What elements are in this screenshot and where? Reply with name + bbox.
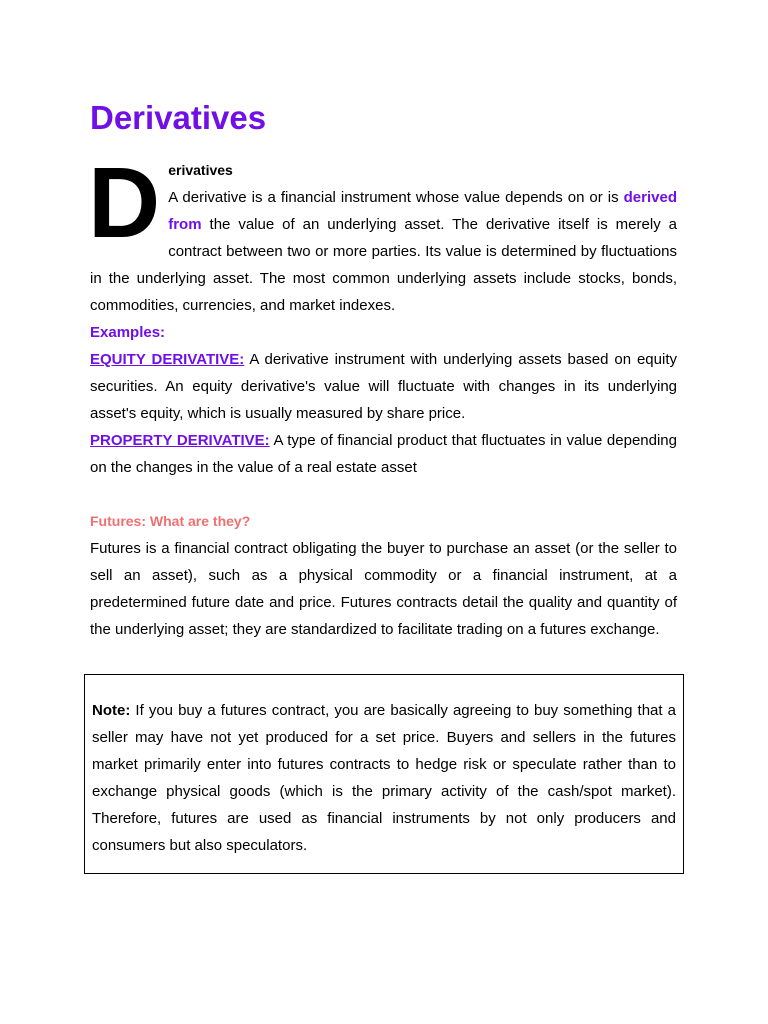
property-derivative-text: A type of financial product that fluctuates in value depending on the changes in the value of a real estate asset	[90, 432, 677, 476]
example-property	[90, 427, 677, 481]
note-paragraph	[92, 697, 676, 859]
note-text: If you buy a futures contract, you are basically agreeing to buy something that a seller may have not yet produced for a set price. Buyers and sellers in the futures market primarily enter into futures contracts to hedge risk or speculate rather than to exchange physical goods (which is the primary activity of the cash/spot market). Therefore, futures are used as financial instruments by not only producers and consumers but also speculators.	[92, 702, 676, 854]
note-label: Note:	[92, 702, 131, 719]
drop-cap: D	[88, 147, 161, 259]
intro-heading: erivatives	[168, 162, 233, 178]
equity-derivative-text: A derivative instrument with underlying assets based on equity securities. An equity derivative's value will fluctuate with changes in its underlying asset's equity, which is usually measured by share price.	[90, 351, 677, 422]
intro-paragraph	[90, 184, 677, 319]
note-box	[84, 674, 684, 874]
intro-text-before: A derivative is a financial instrument whose value depends on or is	[168, 189, 624, 206]
page-title: Derivatives	[90, 99, 267, 136]
futures-paragraph: Futures is a financial contract obligating the buyer to purchase an asset (or the seller to sell an asset), such as a physical commodity or a financial instrument, at a predetermined future date and price. Futures contracts detail the quality and quantity of the underlying asset; they are standardized to facilitate trading on a futures exchange.	[90, 540, 677, 638]
futures-heading: Futures: What are they?	[90, 513, 251, 529]
equity-derivative-link[interactable]: EQUITY DERIVATIVE:	[90, 351, 245, 368]
intro-text-after: the value of an underlying asset. The derivative itself is merely a contract between two or more parties. Its value is determined by fluctuations in the underlying asset. The most common underlying assets include stocks, bonds, commodities, currencies, and market indexes.	[90, 216, 677, 314]
derived-from-highlight: derived from	[168, 189, 677, 233]
property-derivative-link[interactable]: PROPERTY DERIVATIVE:	[90, 432, 270, 449]
examples-label: Examples:	[90, 324, 166, 341]
document-body	[88, 147, 677, 643]
example-equity	[90, 346, 677, 427]
